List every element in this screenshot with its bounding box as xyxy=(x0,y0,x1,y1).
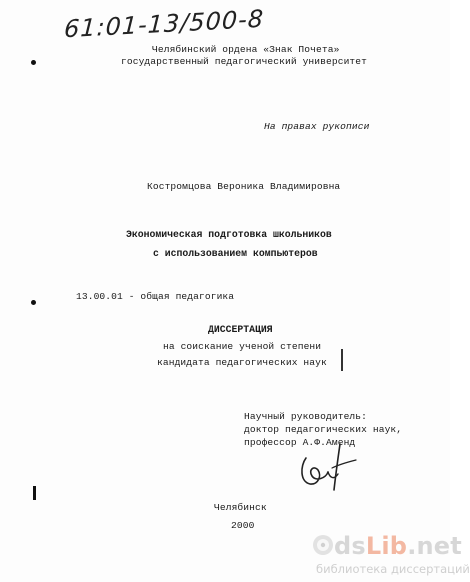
dissertation-heading: ДИССЕРТАЦИЯ xyxy=(208,324,273,335)
thesis-title-line-1: Экономическая подготовка школьников xyxy=(126,229,332,240)
watermark-caption: библиотека диссертаций xyxy=(316,562,470,576)
author-name: Костромцова Вероника Владимировна xyxy=(147,181,341,192)
watermark-main: Lib xyxy=(365,532,408,560)
watermark-logo xyxy=(312,532,470,580)
watermark-prefix: ds xyxy=(334,532,366,560)
degree-line-2: кандидата педагогических наук xyxy=(157,357,327,368)
binder-hole-mark xyxy=(31,300,36,305)
manuscript-note: На правах рукописи xyxy=(264,121,370,132)
archive-code: 61:01-13/500-8 xyxy=(63,4,265,44)
watermark-suffix: .net xyxy=(407,532,462,560)
binder-hole-mark xyxy=(31,60,36,65)
university-line-2: государственный педагогический университет xyxy=(121,56,368,67)
thesis-title-line-2: с использованием компьютеров xyxy=(153,248,318,259)
specialty: 13.00.01 - общая педагогика xyxy=(76,291,235,302)
year: 2000 xyxy=(231,520,255,531)
advisor-line-3: профессор А.Ф.Аменд xyxy=(244,437,356,448)
advisor-line-1: Научный руководитель: xyxy=(244,411,368,422)
binder-hole-mark xyxy=(33,486,36,500)
degree-line-1: на соискание ученой степени xyxy=(163,341,322,352)
university-line-1: Челябинский ордена «Знак Почета» xyxy=(152,44,340,55)
city: Челябинск xyxy=(214,502,267,513)
advisor-line-2: доктор педагогических наук, xyxy=(244,424,403,435)
pen-stroke-mark xyxy=(341,349,343,371)
advisor-signature xyxy=(292,438,362,496)
disc-icon xyxy=(312,534,334,556)
watermark-wordmark xyxy=(334,532,462,560)
